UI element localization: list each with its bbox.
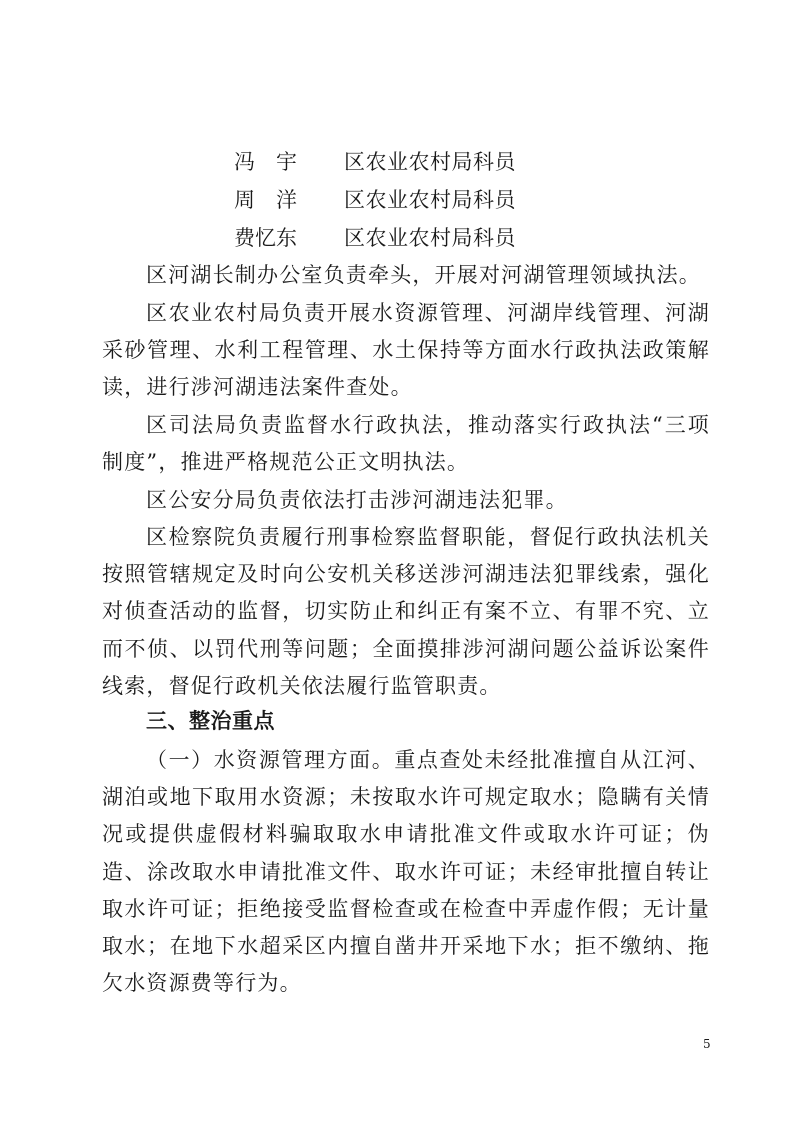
- staff-line: [234, 188, 516, 212]
- section-paragraph: （一）水资源管理方面。重点查处未经批准擅自从江河、湖泊或地下取用水资源；未按取水许可规定取水；隐瞒有关情况或提供虚假材料骗取取水申请批准文件或取水许可证；伪造、涂改取水申请批准文件、取水许可证；未经审批擅自转让取水许可证；拒绝接受监督检查或在检查中弄虚作假；无计量取水；在地下水超采区内擅自凿井开采地下水；拒不缴纳、拖欠水资源费等行为。: [102, 748, 710, 996]
- staff-line: [234, 226, 516, 250]
- staff-role: 区农业农村局科员: [344, 150, 516, 174]
- body-paragraph: 区公安分局负责依法打击涉河湖违法犯罪。: [146, 488, 568, 512]
- body-paragraph: 区司法局负责监督水行政执法，推动落实行政执法“三项制度”，推进严格规范公正文明执法。: [102, 413, 710, 475]
- body-paragraph: 区河湖长制办公室负责牵头，开展对河湖管理领域执法。: [146, 263, 701, 287]
- body-paragraph: 区农业农村局负责开展水资源管理、河湖岸线管理、河湖采砂管理、水利工程管理、水土保持等方面水行政执法政策解读，进行涉河湖违法案件查处。: [102, 301, 710, 400]
- page-number: 5: [703, 1037, 711, 1051]
- section-heading: 三、整治重点: [146, 709, 275, 733]
- staff-name: 冯 宇: [234, 150, 297, 174]
- staff-name: 周 洋: [234, 188, 297, 212]
- staff-name: 费忆东: [234, 226, 297, 250]
- staff-role: 区农业农村局科员: [344, 226, 516, 250]
- staff-line: [234, 150, 516, 174]
- staff-role: 区农业农村局科员: [344, 188, 516, 212]
- body-paragraph: 区检察院负责履行刑事检察监督职能，督促行政执法机关按照管辖规定及时向公安机关移送涉河湖违法犯罪线索，强化对侦查活动的监督，切实防止和纠正有案不立、有罪不究、立而不侦、以罚代刑等问题；全面摸排涉河湖问题公益诉讼案件线索，督促行政机关依法履行监管职责。: [102, 525, 710, 698]
